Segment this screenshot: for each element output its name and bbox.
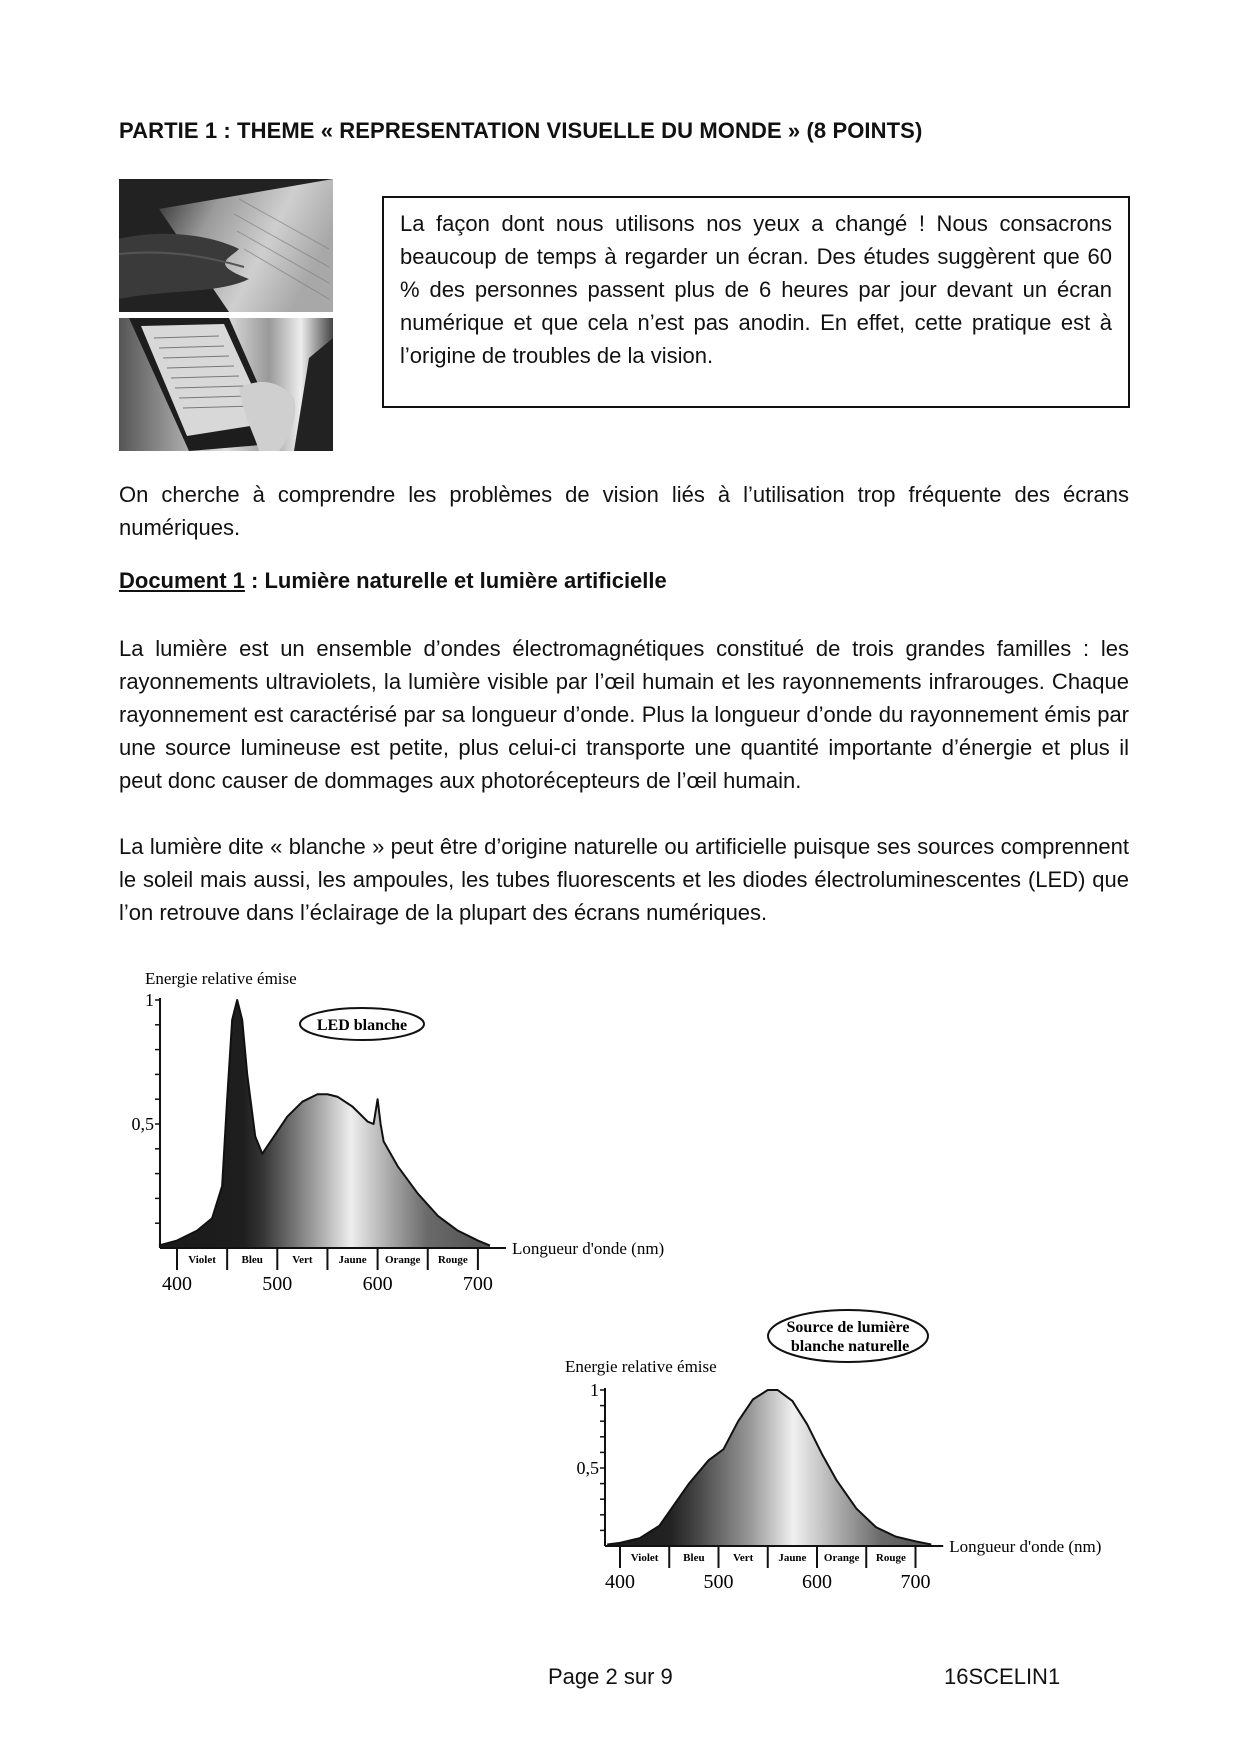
- problem-statement: On cherche à comprendre les problèmes de vision liés à l’utilisation trop fréquente des écrans numériques.: [119, 482, 1129, 540]
- y-tick-label: 1: [145, 990, 154, 1010]
- document1-label: Document 1: [119, 568, 245, 593]
- photo-hand-holding-ereader: [119, 318, 333, 451]
- x-tick-label: 400: [605, 1571, 635, 1593]
- chart-title-line-2: blanche naturelle: [790, 1338, 910, 1355]
- page-number: Page 2 sur 9: [548, 1664, 673, 1689]
- y-tick-label: 1: [590, 1380, 599, 1400]
- x-tick-label: 600: [362, 1273, 393, 1295]
- band-label-jaune: Jaune: [778, 1552, 807, 1564]
- x-tick-label: 400: [162, 1273, 192, 1295]
- x-tick-label: 600: [802, 1571, 832, 1593]
- band-label-bleu: Bleu: [683, 1552, 705, 1564]
- x-tick-label: 500: [262, 1273, 293, 1295]
- band-label-vert: Vert: [292, 1254, 313, 1266]
- y-tick-label: 0,5: [576, 1458, 599, 1478]
- band-label-violet: Violet: [630, 1552, 659, 1564]
- chart-title: LED blanche: [316, 1017, 408, 1034]
- band-label-rouge: Rouge: [875, 1552, 906, 1564]
- intro-text: La façon dont nous utilisons nos yeux a changé ! Nous consacrons beaucoup de temps à regarder un écran. Des études suggèrent que 60 % des personnes passent plus de 6 heures par jour devant un écran numérique et que cela n’est pas anodin. En effet, cette pratique est à l’origine de troubles de la vision.: [400, 211, 1112, 368]
- x-tick-label: 700: [900, 1571, 931, 1593]
- y-axis-title: Energie relative émise: [145, 969, 297, 988]
- chart-lumiere-naturelle: [560, 1300, 1120, 1605]
- y-tick-label: 0,5: [131, 1114, 154, 1134]
- band-label-bleu: Bleu: [241, 1254, 263, 1266]
- x-tick-label: 700: [462, 1273, 493, 1295]
- spectrum-area: [607, 1390, 931, 1546]
- band-label-violet: Violet: [188, 1254, 216, 1266]
- chart-led-blanche: [110, 960, 665, 1295]
- x-tick-label: 500: [703, 1571, 734, 1593]
- band-label-orange: Orange: [384, 1254, 421, 1266]
- band-label-rouge: Rouge: [437, 1254, 468, 1266]
- band-label-orange: Orange: [823, 1552, 860, 1564]
- band-label-vert: Vert: [732, 1552, 754, 1564]
- photo-hand-reading-book: [119, 179, 333, 312]
- x-axis-title: Longueur d'onde (nm): [949, 1537, 1102, 1556]
- y-axis-title: Energie relative émise: [565, 1357, 717, 1376]
- document1-paragraph-1: La lumière est un ensemble d’ondes électromagnétiques constitué de trois grandes familles : les rayonnements ultraviolets, la lumière visible par l’œil humain et les rayonnements infrarouges. Chaque rayonnement est caractérisé par sa longueur d’onde. Plus la longueur d’onde du rayonnement émis par une source lumineuse est petite, plus celui-ci transporte une quantité importante d’énergie et plus il peut donc causer de dommages aux photorécepteurs de l’œil humain.: [119, 636, 1129, 793]
- document-code: 16SCELIN1: [944, 1664, 1061, 1689]
- document1-title: Lumière naturelle et lumière artificielle: [264, 568, 667, 593]
- chart-title-line-1: Source de lumière: [786, 1319, 910, 1336]
- document1-separator: :: [244, 568, 265, 593]
- document1-heading: [119, 568, 667, 594]
- band-label-jaune: Jaune: [338, 1254, 367, 1266]
- page-title: PARTIE 1 : THEME « REPRESENTATION VISUELLE DU MONDE » (8 POINTS): [119, 118, 923, 143]
- x-axis-title: Longueur d'onde (nm): [511, 1239, 665, 1258]
- intro-text-box: [382, 196, 1130, 408]
- document1-paragraph-2: La lumière dite « blanche » peut être d’origine naturelle ou artificielle puisque ses sources comprennent le soleil mais aussi, les ampoules, les tubes fluorescents et les diodes électroluminescentes (LED) que l’on retrouve dans l’éclairage de la plupart des écrans numériques.: [119, 834, 1129, 925]
